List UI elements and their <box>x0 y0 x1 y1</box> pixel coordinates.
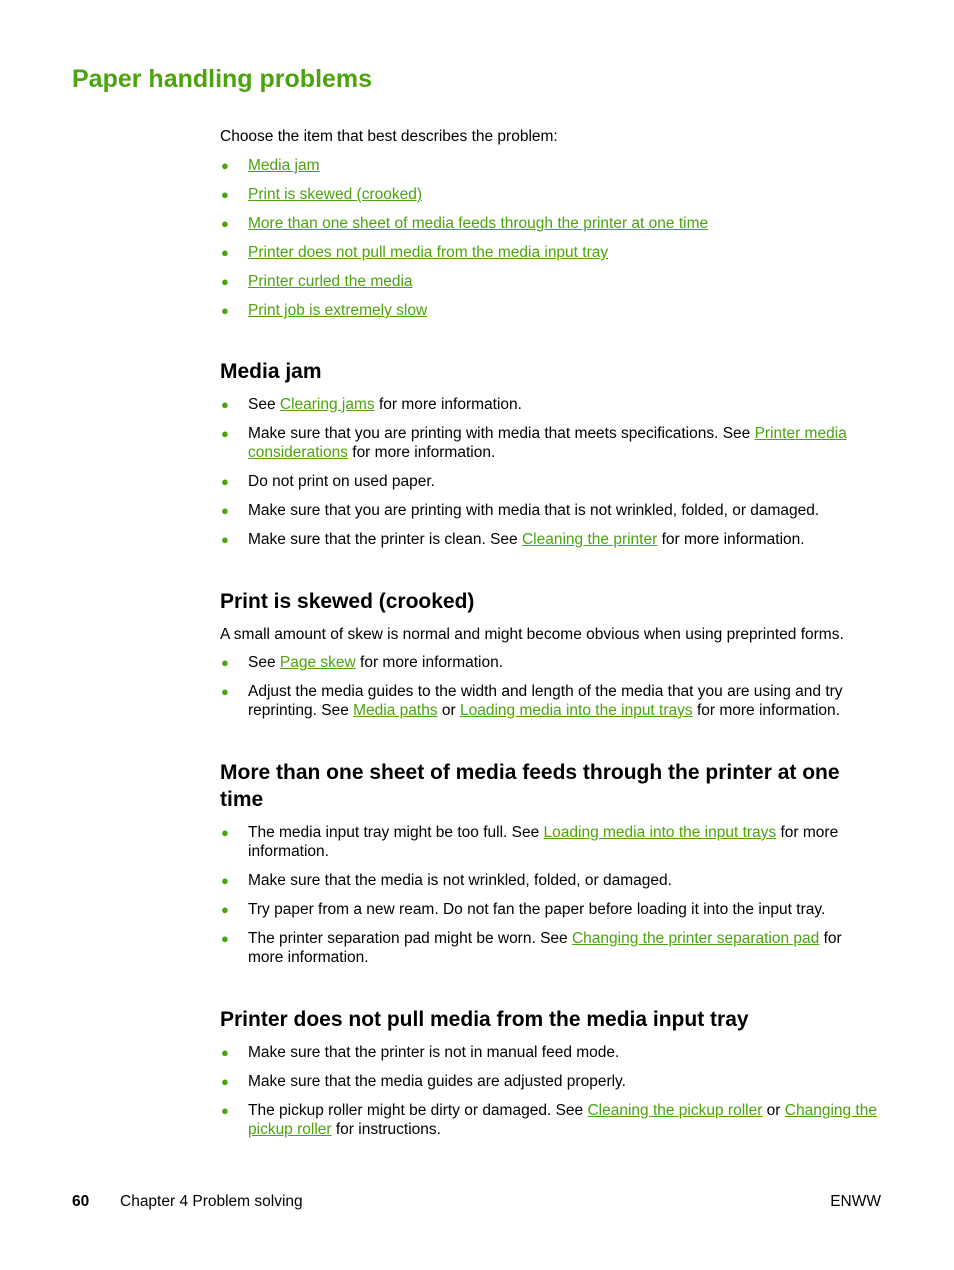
chapter-label: Chapter 4 Problem solving <box>120 1193 303 1210</box>
item-text: for more information. <box>347 444 496 461</box>
link-media-paths[interactable]: Media paths <box>353 702 438 719</box>
item-text: The printer separation pad might be worn. See <box>248 930 572 947</box>
toc-item <box>221 301 878 320</box>
toc-item <box>221 214 878 233</box>
list-item <box>221 682 878 720</box>
list-item <box>221 1043 878 1062</box>
link-printer-media-considerations[interactable]: Printer media considerations <box>248 425 847 461</box>
bullet-icon: ● <box>221 931 229 946</box>
item-text: Make sure that the media guides are adjusted properly. <box>248 1073 626 1090</box>
footer-right-label: ENWW <box>830 1193 881 1210</box>
item-text: for more information. <box>657 531 805 548</box>
bullet-icon: ● <box>221 397 229 412</box>
item-text: for more information. <box>248 930 842 966</box>
item-text: Try paper from a new ream. Do not fan the paper before loading it into the input tray. <box>248 901 826 918</box>
list-item <box>221 501 878 520</box>
item-text: for more information. <box>692 702 840 719</box>
list-item <box>221 871 878 890</box>
item-text: Adjust the media guides to the width and length of the media that you are using and try reprinting. See <box>248 683 843 719</box>
item-text: Make sure that the printer is not in manual feed mode. <box>248 1044 620 1061</box>
bullet-icon: ● <box>221 684 229 699</box>
toc-link-multifeed[interactable]: More than one sheet of media feeds through the printer at one time <box>248 215 709 232</box>
list-item <box>221 900 878 919</box>
bullet-icon: ● <box>221 532 229 547</box>
link-loading-media[interactable]: Loading media into the input trays <box>459 702 693 719</box>
section-heading-multifeed: More than one sheet of media feeds through the printer at one time <box>220 761 840 811</box>
skew-paragraph: A small amount of skew is normal and might become obvious when using preprinted forms. <box>220 626 844 643</box>
link-cleaning-the-printer[interactable]: Cleaning the printer <box>521 531 658 548</box>
bullet-icon: ● <box>221 825 229 840</box>
toc-link-skewed[interactable]: Print is skewed (crooked) <box>248 186 423 203</box>
toc-item <box>221 272 878 291</box>
bullet-icon: ● <box>221 245 229 260</box>
bullet-icon: ● <box>221 274 229 289</box>
bullet-icon: ● <box>221 1074 229 1089</box>
link-clearing-jams[interactable]: Clearing jams <box>279 396 375 413</box>
list-item <box>221 929 878 967</box>
item-text: for instructions. <box>331 1121 441 1138</box>
item-text: See <box>248 396 280 413</box>
item-text: for more information. <box>355 654 504 671</box>
link-loading-media[interactable]: Loading media into the input trays <box>543 824 777 841</box>
toc-link-media-jam[interactable]: Media jam <box>248 157 320 174</box>
item-text: for more information. <box>374 396 522 413</box>
toc-link-curled[interactable]: Printer curled the media <box>248 273 413 290</box>
list-item <box>221 823 878 861</box>
list-item <box>221 472 878 491</box>
bullet-icon: ● <box>221 303 229 318</box>
list-item <box>221 530 878 549</box>
item-text: Make sure that the printer is clean. See <box>248 531 522 548</box>
link-changing-pickup-roller[interactable]: Changing the pickup roller <box>248 1102 877 1138</box>
page-number: 60 <box>72 1193 90 1210</box>
link-separation-pad[interactable]: Changing the printer separation pad <box>571 930 820 947</box>
link-cleaning-pickup-roller[interactable]: Cleaning the pickup roller <box>587 1102 763 1119</box>
list-item <box>221 1072 878 1091</box>
bullet-icon: ● <box>221 655 229 670</box>
toc-link-slow[interactable]: Print job is extremely slow <box>248 302 428 319</box>
toc-item <box>221 243 878 262</box>
item-text: Make sure that you are printing with media that is not wrinkled, folded, or damaged. <box>248 502 820 519</box>
bullet-icon: ● <box>221 503 229 518</box>
toc-item <box>221 156 878 175</box>
item-text: Make sure that you are printing with media that meets specifications. See <box>248 425 755 442</box>
item-text: The media input tray might be too full. See <box>248 824 544 841</box>
item-text: or <box>437 702 460 719</box>
item-text: for more information. <box>248 824 839 860</box>
bullet-icon: ● <box>221 1103 229 1118</box>
bullet-icon: ● <box>221 158 229 173</box>
section-heading-skewed: Print is skewed (crooked) <box>220 590 475 613</box>
bullet-icon: ● <box>221 873 229 888</box>
section-heading-no-pull: Printer does not pull media from the media input tray <box>220 1008 749 1031</box>
item-text: or <box>762 1102 785 1119</box>
bullet-icon: ● <box>221 187 229 202</box>
item-text: The pickup roller might be dirty or damaged. See <box>248 1102 588 1119</box>
item-text: Do not print on used paper. <box>248 473 435 490</box>
bullet-icon: ● <box>221 216 229 231</box>
bullet-icon: ● <box>221 1045 229 1060</box>
section-heading-media-jam: Media jam <box>220 360 322 383</box>
list-item <box>221 424 878 462</box>
link-page-skew[interactable]: Page skew <box>279 654 356 671</box>
list-item <box>221 1101 878 1139</box>
page-title: Paper handling problems <box>72 65 373 93</box>
toc-item <box>221 185 878 204</box>
bullet-icon: ● <box>221 902 229 917</box>
bullet-icon: ● <box>221 474 229 489</box>
list-item <box>221 395 878 414</box>
list-item <box>221 653 878 672</box>
intro-text: Choose the item that best describes the problem: <box>220 128 558 145</box>
item-text: Make sure that the media is not wrinkled, folded, or damaged. <box>248 872 672 889</box>
bullet-icon: ● <box>221 426 229 441</box>
item-text: See <box>248 654 280 671</box>
toc-link-no-pull[interactable]: Printer does not pull media from the media input tray <box>248 244 609 261</box>
